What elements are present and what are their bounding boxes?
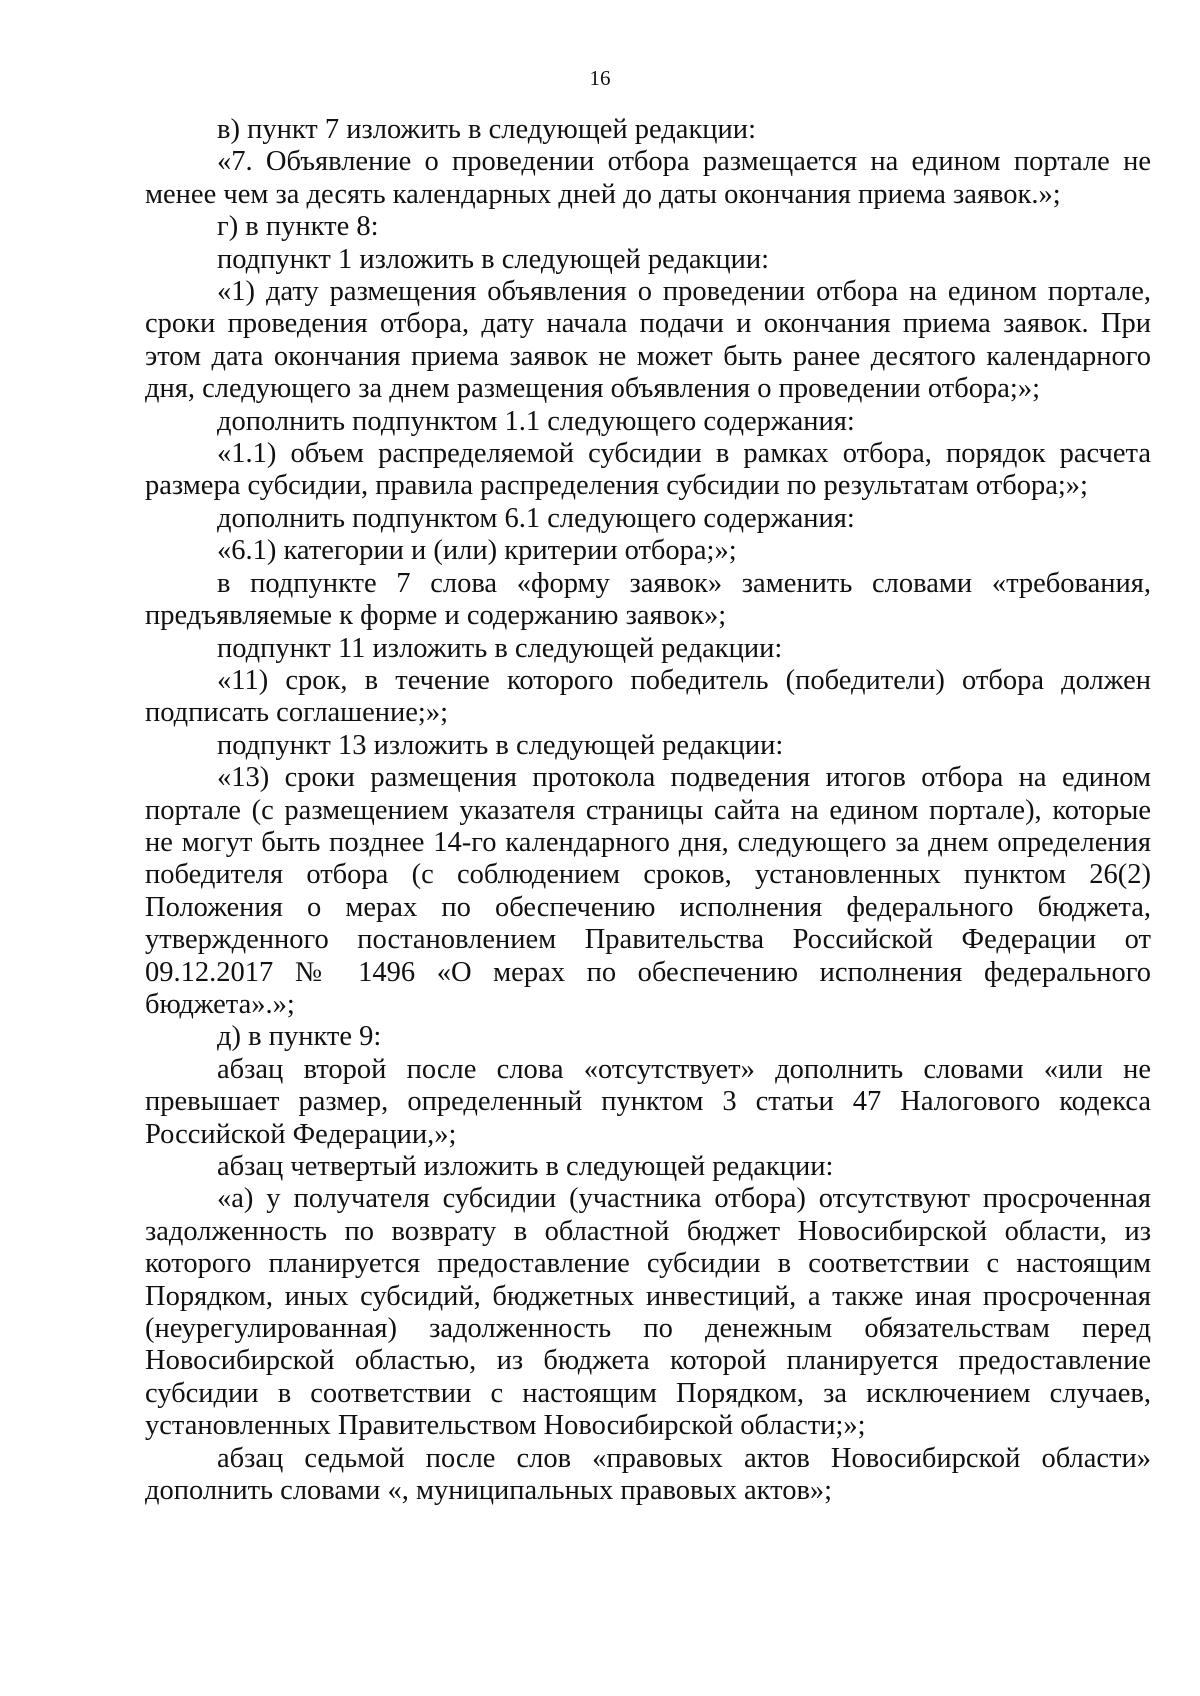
paragraph: «13) сроки размещения протокола подведения итогов отбора на едином портале (с размещением указателя страницы сайта на едином портале), которые не могут быть позднее 14-го календарного дня, следующего за днем определения победителя отбора (с соблюдением сроков, установленных пунктом 26(2) Положения о мерах по обеспечению исполнения федерального бюджета, утвержденного постановлением Правительства Российской Федерации от 09.12.2017 № 1496 «О мерах по обеспечению исполнения федерального бюджета».»; <box>145 762 1151 1020</box>
paragraph: подпункт 11 изложить в следующей редакции: <box>217 632 783 664</box>
paragraph: «6.1) категории и (или) критерии отбора;»; <box>217 535 737 567</box>
paragraph: «а) у получателя субсидии (участника отбора) отсутствуют просроченная задолженность по возврату в областной бюджет Новосибирской области, из которого планируется предоставление субсидии в соответствии с настоящим Порядком, иных субсидий, бюджетных инвестиций, а также иная просроченная (неурегулированная) задолженность по денежным обязательствам перед Новосибирской областью, из бюджета которой планируется предоставление субсидии в соответствии с настоящим Порядком, за исключением случаев, установленных Правительством Новосибирской области;»; <box>145 1183 1151 1442</box>
paragraph: д) в пункте 9: <box>217 1021 382 1053</box>
paragraph: дополнить подпунктом 6.1 следующего содержания: <box>217 502 855 534</box>
paragraph: г) в пункте 8: <box>217 211 379 243</box>
paragraph: абзац седьмой после слов «правовых актов Новосибирской области» дополнить словами «, муниципальных правовых актов»; <box>145 1442 1151 1507</box>
paragraph: в подпункте 7 слова «форму заявок» заменить словами «требования, предъявляемые к форме и содержанию заявок»; <box>145 567 1151 632</box>
paragraph: в) пункт 7 изложить в следующей редакции: <box>217 114 756 145</box>
paragraph: «1.1) объем распределяемой субсидии в рамках отбора, порядок расчета размера субсидии, правила распределения субсидии по результатам отбора;»; <box>145 438 1151 502</box>
paragraph: «7. Объявление о проведении отбора размещается на едином портале не менее чем за десять календарных дней до даты окончания приема заявок.»; <box>145 146 1151 210</box>
paragraph: абзац второй после слова «отсутствует» дополнить словами «или не превышает размер, определенный пунктом 3 статьи 47 Налогового кодекса Российской Федерации,»; <box>145 1053 1151 1150</box>
paragraph: «1) дату размещения объявления о проведении отбора на едином портале, сроки проведения отбора, дату начала подачи и окончания приема заявок. При этом дата окончания приема заявок не может быть ранее десятого календарного дня, следующего за днем размещения объявления о проведении отбора;»; <box>145 276 1151 405</box>
paragraph: «11) срок, в течение которого победитель (победители) отбора должен подписать соглашение;»; <box>145 664 1151 729</box>
document-body <box>145 114 1151 1507</box>
paragraph: абзац четвертый изложить в следующей редакции: <box>217 1151 834 1182</box>
paragraph: дополнить подпунктом 1.1 следующего содержания: <box>217 405 855 437</box>
paragraph: подпункт 1 изложить в следующей редакции: <box>217 243 770 275</box>
paragraph: подпункт 13 изложить в следующей редакции: <box>217 729 784 761</box>
page-number: 16 <box>589 66 611 90</box>
